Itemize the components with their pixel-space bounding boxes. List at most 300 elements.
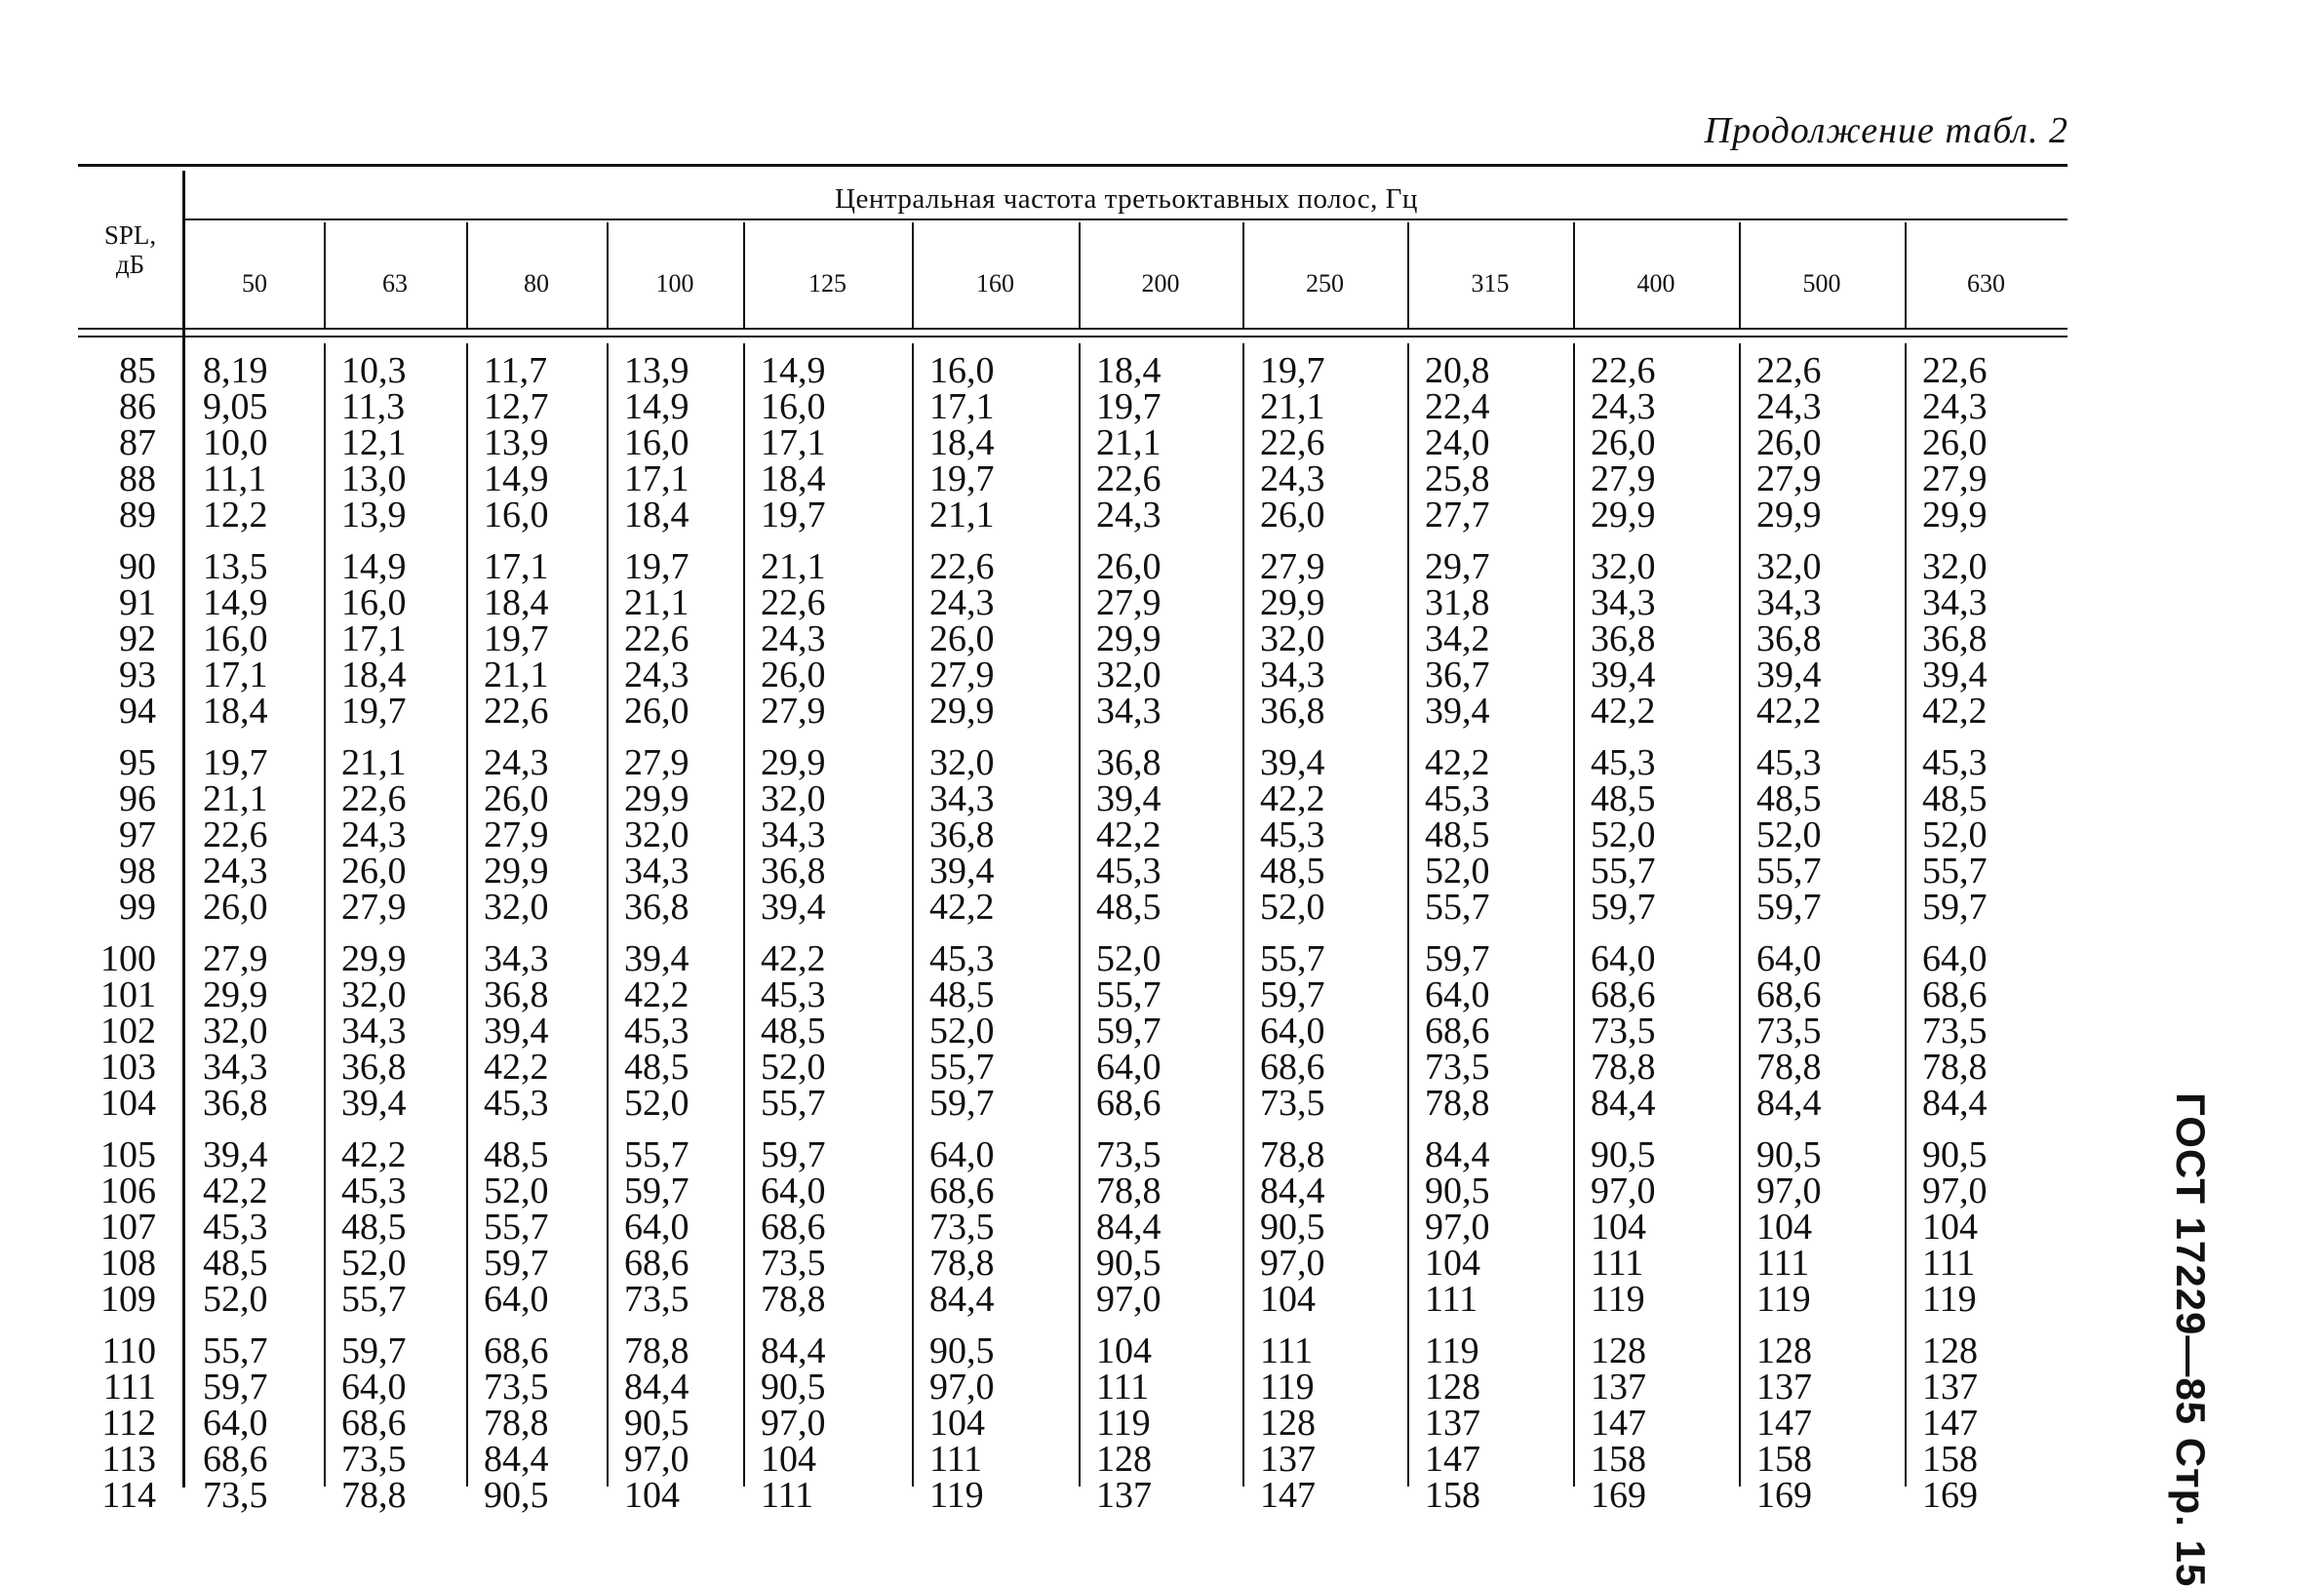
value-cell: 27,9 [341,887,407,928]
spl-cell: 110 [101,1330,156,1371]
table-continuation-caption: Продолжение табл. 2 [1704,110,2068,151]
value-cell: 36,7 [1425,655,1490,695]
value-cell: 90,5 [1756,1134,1822,1175]
value-cell: 24,3 [1591,386,1656,427]
spl-cell: 98 [119,851,156,892]
value-cell: 97,0 [1425,1207,1490,1248]
value-cell: 52,0 [1922,814,1988,855]
frequency-header-cell: 80 [524,269,549,298]
value-cell: 42,2 [624,974,689,1015]
value-cell: 48,5 [1425,814,1490,855]
value-cell: 52,0 [624,1083,689,1124]
value-cell: 14,9 [341,546,407,587]
column-separator [466,222,468,330]
value-cell: 64,0 [1096,1047,1162,1088]
column-separator [912,222,914,330]
value-cell: 26,0 [624,691,689,732]
value-cell: 39,4 [1096,778,1162,819]
page-side-label: ГОСТ 17229—85 Стр. 15 [2168,1092,2214,1587]
value-cell: 26,0 [761,655,826,695]
value-cell: 32,0 [761,778,826,819]
value-cell: 90,5 [1922,1134,1988,1175]
value-cell: 104 [1922,1207,1978,1248]
value-cell: 29,9 [1591,495,1656,536]
value-cell: 39,4 [1260,742,1325,783]
value-cell: 97,0 [1756,1170,1822,1211]
column-separator [1079,343,1081,1487]
column-separator [1739,222,1741,330]
value-cell: 48,5 [484,1134,549,1175]
value-cell: 73,5 [341,1439,407,1480]
value-cell: 111 [929,1439,983,1480]
value-cell: 26,0 [929,618,995,659]
value-cell: 64,0 [484,1279,549,1320]
value-cell: 22,6 [1922,350,1988,391]
value-cell: 55,7 [1591,851,1656,892]
value-cell: 147 [1260,1475,1316,1516]
value-cell: 19,7 [1260,350,1325,391]
value-cell: 78,8 [1096,1170,1162,1211]
value-cell: 59,7 [203,1367,268,1408]
value-cell: 13,0 [341,458,407,499]
value-cell: 64,0 [1591,938,1656,979]
value-cell: 104 [1096,1330,1152,1371]
value-cell: 119 [1591,1279,1645,1320]
value-cell: 32,0 [624,814,689,855]
value-cell: 68,6 [203,1439,268,1480]
value-cell: 29,9 [341,938,407,979]
value-cell: 45,3 [624,1011,689,1051]
value-cell: 73,5 [929,1207,995,1248]
value-cell: 137 [1096,1475,1152,1516]
value-cell: 90,5 [929,1330,995,1371]
value-cell: 55,7 [1260,938,1325,979]
value-cell: 73,5 [1260,1083,1325,1124]
value-cell: 36,8 [341,1047,407,1088]
value-cell: 34,3 [1096,691,1162,732]
value-cell: 21,1 [1096,422,1162,463]
value-cell: 29,9 [203,974,268,1015]
value-cell: 24,3 [341,814,407,855]
value-cell: 128 [1096,1439,1152,1480]
value-cell: 17,1 [929,386,995,427]
spl-cell: 105 [100,1134,156,1175]
value-cell: 147 [1756,1403,1812,1444]
spl-cell: 97 [119,814,156,855]
value-cell: 34,3 [929,778,995,819]
value-cell: 27,9 [484,814,549,855]
spl-cell: 91 [119,582,156,623]
value-cell: 42,2 [1922,691,1988,732]
value-cell: 29,9 [624,778,689,819]
value-cell: 59,7 [484,1243,549,1284]
frequency-header-cell: 50 [242,269,267,298]
value-cell: 52,0 [1096,938,1162,979]
value-cell: 84,4 [624,1367,689,1408]
value-cell: 119 [1096,1403,1151,1444]
value-cell: 97,0 [624,1439,689,1480]
value-cell: 36,8 [1260,691,1325,732]
value-cell: 84,4 [1922,1083,1988,1124]
value-cell: 169 [1591,1475,1646,1516]
value-cell: 18,4 [929,422,995,463]
column-separator [743,222,745,330]
value-cell: 119 [1260,1367,1315,1408]
value-cell: 42,2 [761,938,826,979]
frequency-header-cell: 400 [1636,269,1675,298]
value-cell: 24,3 [1096,495,1162,536]
value-cell: 26,0 [1922,422,1988,463]
value-cell: 45,3 [1756,742,1822,783]
value-cell: 59,7 [1922,887,1988,928]
value-cell: 39,4 [1922,655,1988,695]
value-cell: 42,2 [1260,778,1325,819]
value-cell: 18,4 [203,691,268,732]
value-cell: 84,4 [1756,1083,1822,1124]
spl-cell: 96 [119,778,156,819]
value-cell: 34,3 [341,1011,407,1051]
value-cell: 128 [1260,1403,1316,1444]
value-cell: 42,2 [1096,814,1162,855]
value-cell: 32,0 [484,887,549,928]
value-cell: 68,6 [1756,974,1822,1015]
column-separator [324,222,326,330]
value-cell: 16,0 [929,350,995,391]
value-cell: 45,3 [1096,851,1162,892]
header-sub-rule [185,218,2068,220]
value-cell: 73,5 [761,1243,826,1284]
spl-cell: 93 [119,655,156,695]
value-cell: 39,4 [929,851,995,892]
value-cell: 52,0 [484,1170,549,1211]
value-cell: 42,2 [203,1170,268,1211]
value-cell: 22,6 [624,618,689,659]
value-cell: 119 [929,1475,984,1516]
value-cell: 31,8 [1425,582,1490,623]
value-cell: 18,4 [341,655,407,695]
value-cell: 19,7 [761,495,826,536]
value-cell: 45,3 [484,1083,549,1124]
value-cell: 59,7 [1756,887,1822,928]
value-cell: 34,3 [203,1047,268,1088]
value-cell: 68,6 [484,1330,549,1371]
value-cell: 27,9 [1922,458,1988,499]
value-cell: 16,0 [484,495,549,536]
value-cell: 12,7 [484,386,549,427]
value-cell: 97,0 [1260,1243,1325,1284]
column-separator [1905,222,1907,330]
value-cell: 36,8 [761,851,826,892]
value-cell: 90,5 [1096,1243,1162,1284]
value-cell: 68,6 [1591,974,1656,1015]
column-separator [607,222,609,330]
value-cell: 119 [1922,1279,1977,1320]
value-cell: 104 [761,1439,816,1480]
frequency-header-cell: 250 [1306,269,1344,298]
value-cell: 36,8 [929,814,995,855]
value-cell: 119 [1756,1279,1811,1320]
value-cell: 90,5 [624,1403,689,1444]
value-cell: 52,0 [1425,851,1490,892]
value-cell: 16,0 [341,582,407,623]
value-cell: 111 [1425,1279,1478,1320]
value-cell: 27,9 [761,691,826,732]
value-cell: 34,3 [761,814,826,855]
value-cell: 29,9 [1096,618,1162,659]
spl-cell: 101 [100,974,156,1015]
spl-cell: 90 [119,546,156,587]
value-cell: 18,4 [761,458,826,499]
value-cell: 55,7 [1425,887,1490,928]
frequency-header-cell: 200 [1141,269,1180,298]
value-cell: 104 [624,1475,680,1516]
column-separator [1407,222,1409,330]
value-cell: 45,3 [929,938,995,979]
value-cell: 158 [1425,1475,1480,1516]
value-cell: 34,3 [624,851,689,892]
value-cell: 27,9 [1591,458,1656,499]
value-cell: 13,9 [484,422,549,463]
value-cell: 64,0 [203,1403,268,1444]
value-cell: 19,7 [341,691,407,732]
value-cell: 26,0 [1756,422,1822,463]
value-cell: 128 [1922,1330,1978,1371]
value-cell: 68,6 [1425,1011,1490,1051]
value-cell: 78,8 [1591,1047,1656,1088]
spl-cell: 103 [100,1047,156,1088]
frequency-header-cell: 315 [1471,269,1510,298]
value-cell: 78,8 [624,1330,689,1371]
value-cell: 24,3 [929,582,995,623]
value-cell: 73,5 [1096,1134,1162,1175]
value-cell: 13,5 [203,546,268,587]
spl-cell: 88 [119,458,156,499]
value-cell: 27,9 [1096,582,1162,623]
value-cell: 21,1 [341,742,407,783]
value-cell: 39,4 [341,1083,407,1124]
value-cell: 17,1 [761,422,826,463]
value-cell: 36,8 [1096,742,1162,783]
value-cell: 25,8 [1425,458,1490,499]
column-separator [1407,343,1409,1487]
value-cell: 111 [761,1475,814,1516]
frequency-header-cell: 125 [808,269,847,298]
value-cell: 26,0 [484,778,549,819]
value-cell: 17,1 [624,458,689,499]
value-cell: 24,3 [761,618,826,659]
value-cell: 55,7 [1096,974,1162,1015]
column-separator [743,343,745,1487]
value-cell: 17,1 [203,655,268,695]
value-cell: 59,7 [1096,1011,1162,1051]
value-cell: 158 [1591,1439,1646,1480]
value-cell: 78,8 [1425,1083,1490,1124]
value-cell: 32,0 [203,1011,268,1051]
value-cell: 27,9 [1260,546,1325,587]
value-cell: 59,7 [929,1083,995,1124]
value-cell: 48,5 [1922,778,1988,819]
value-cell: 59,7 [624,1170,689,1211]
column-separator [466,343,468,1487]
value-cell: 26,0 [1096,546,1162,587]
value-cell: 111 [1922,1243,1976,1284]
value-cell: 22,6 [761,582,826,623]
value-cell: 52,0 [1591,814,1656,855]
frequency-header-cell: 160 [976,269,1014,298]
value-cell: 169 [1756,1475,1812,1516]
value-cell: 16,0 [624,422,689,463]
value-cell: 34,3 [1260,655,1325,695]
value-cell: 68,6 [1922,974,1988,1015]
value-cell: 147 [1591,1403,1646,1444]
value-cell: 137 [1591,1367,1646,1408]
value-cell: 19,7 [624,546,689,587]
value-cell: 22,6 [1756,350,1822,391]
value-cell: 78,8 [1922,1047,1988,1088]
value-cell: 10,0 [203,422,268,463]
column-separator [1242,343,1244,1487]
value-cell: 104 [1260,1279,1316,1320]
value-cell: 39,4 [761,887,826,928]
value-cell: 68,6 [1096,1083,1162,1124]
value-cell: 104 [1591,1207,1646,1248]
value-cell: 27,9 [929,655,995,695]
value-cell: 16,0 [203,618,268,659]
value-cell: 64,0 [1756,938,1822,979]
value-cell: 13,9 [341,495,407,536]
value-cell: 128 [1425,1367,1480,1408]
value-cell: 68,6 [929,1170,995,1211]
value-cell: 42,2 [929,887,995,928]
spl-cell: 106 [100,1170,156,1211]
value-cell: 24,3 [1756,386,1822,427]
value-cell: 78,8 [484,1403,549,1444]
value-cell: 14,9 [761,350,826,391]
value-cell: 39,4 [1591,655,1656,695]
value-cell: 24,3 [1922,386,1988,427]
value-cell: 12,1 [341,422,407,463]
value-cell: 22,6 [929,546,995,587]
value-cell: 55,7 [929,1047,995,1088]
value-cell: 97,0 [1591,1170,1656,1211]
spl-cell: 104 [100,1083,156,1124]
value-cell: 73,5 [1922,1011,1988,1051]
value-cell: 64,0 [624,1207,689,1248]
value-cell: 48,5 [1096,887,1162,928]
value-cell: 78,8 [929,1243,995,1284]
value-cell: 27,9 [1756,458,1822,499]
value-cell: 13,9 [624,350,689,391]
value-cell: 59,7 [1591,887,1656,928]
spl-cell: 99 [119,887,156,928]
value-cell: 55,7 [1756,851,1822,892]
value-cell: 97,0 [1096,1279,1162,1320]
value-cell: 52,0 [761,1047,826,1088]
value-cell: 52,0 [1756,814,1822,855]
value-cell: 45,3 [761,974,826,1015]
value-cell: 68,6 [761,1207,826,1248]
value-cell: 64,0 [929,1134,995,1175]
value-cell: 68,6 [624,1243,689,1284]
column-separator [1905,343,1907,1487]
value-cell: 27,9 [203,938,268,979]
value-cell: 48,5 [1260,851,1325,892]
value-cell: 19,7 [203,742,268,783]
value-cell: 137 [1922,1367,1978,1408]
value-cell: 45,3 [1425,778,1490,819]
value-cell: 111 [1260,1330,1314,1371]
value-cell: 111 [1756,1243,1810,1284]
value-cell: 22,6 [1096,458,1162,499]
value-cell: 22,6 [341,778,407,819]
value-cell: 128 [1591,1330,1646,1371]
value-cell: 84,4 [1260,1170,1325,1211]
spl-cell: 86 [119,386,156,427]
value-cell: 64,0 [1922,938,1988,979]
frequency-header-cell: 500 [1802,269,1841,298]
value-cell: 55,7 [484,1207,549,1248]
value-cell: 42,2 [341,1134,407,1175]
spl-cell: 107 [100,1207,156,1248]
value-cell: 78,8 [1756,1047,1822,1088]
spl-cell: 94 [119,691,156,732]
value-cell: 104 [1425,1243,1480,1284]
spl-cell: 108 [100,1243,156,1284]
value-cell: 27,9 [624,742,689,783]
value-cell: 36,8 [484,974,549,1015]
value-cell: 45,3 [341,1170,407,1211]
frequency-header-cell: 100 [655,269,694,298]
value-cell: 68,6 [341,1403,407,1444]
value-cell: 55,7 [761,1083,826,1124]
value-cell: 84,4 [1591,1083,1656,1124]
value-cell: 19,7 [1096,386,1162,427]
value-cell: 45,3 [203,1207,268,1248]
spl-cell: 100 [100,938,156,979]
value-cell: 111 [1096,1367,1150,1408]
value-cell: 32,0 [1591,546,1656,587]
value-cell: 52,0 [341,1243,407,1284]
value-cell: 36,8 [624,887,689,928]
value-cell: 52,0 [1260,887,1325,928]
value-cell: 18,4 [624,495,689,536]
value-cell: 64,0 [1425,974,1490,1015]
value-cell: 27,7 [1425,495,1490,536]
value-cell: 29,9 [929,691,995,732]
value-cell: 55,7 [624,1134,689,1175]
value-cell: 48,5 [761,1011,826,1051]
value-cell: 36,8 [1922,618,1988,659]
value-cell: 14,9 [624,386,689,427]
frequency-header-cell: 63 [382,269,408,298]
value-cell: 17,1 [484,546,549,587]
value-cell: 90,5 [1260,1207,1325,1248]
value-cell: 84,4 [929,1279,995,1320]
value-cell: 34,3 [1756,582,1822,623]
value-cell: 42,2 [484,1047,549,1088]
value-cell: 32,0 [1756,546,1822,587]
value-cell: 104 [1756,1207,1812,1248]
value-cell: 137 [1756,1367,1812,1408]
value-cell: 48,5 [624,1047,689,1088]
value-cell: 97,0 [761,1403,826,1444]
value-cell: 21,1 [484,655,549,695]
column-separator [607,343,609,1487]
value-cell: 36,8 [203,1083,268,1124]
value-cell: 21,1 [1260,386,1325,427]
spl-cell: 87 [119,422,156,463]
value-cell: 29,9 [1260,582,1325,623]
